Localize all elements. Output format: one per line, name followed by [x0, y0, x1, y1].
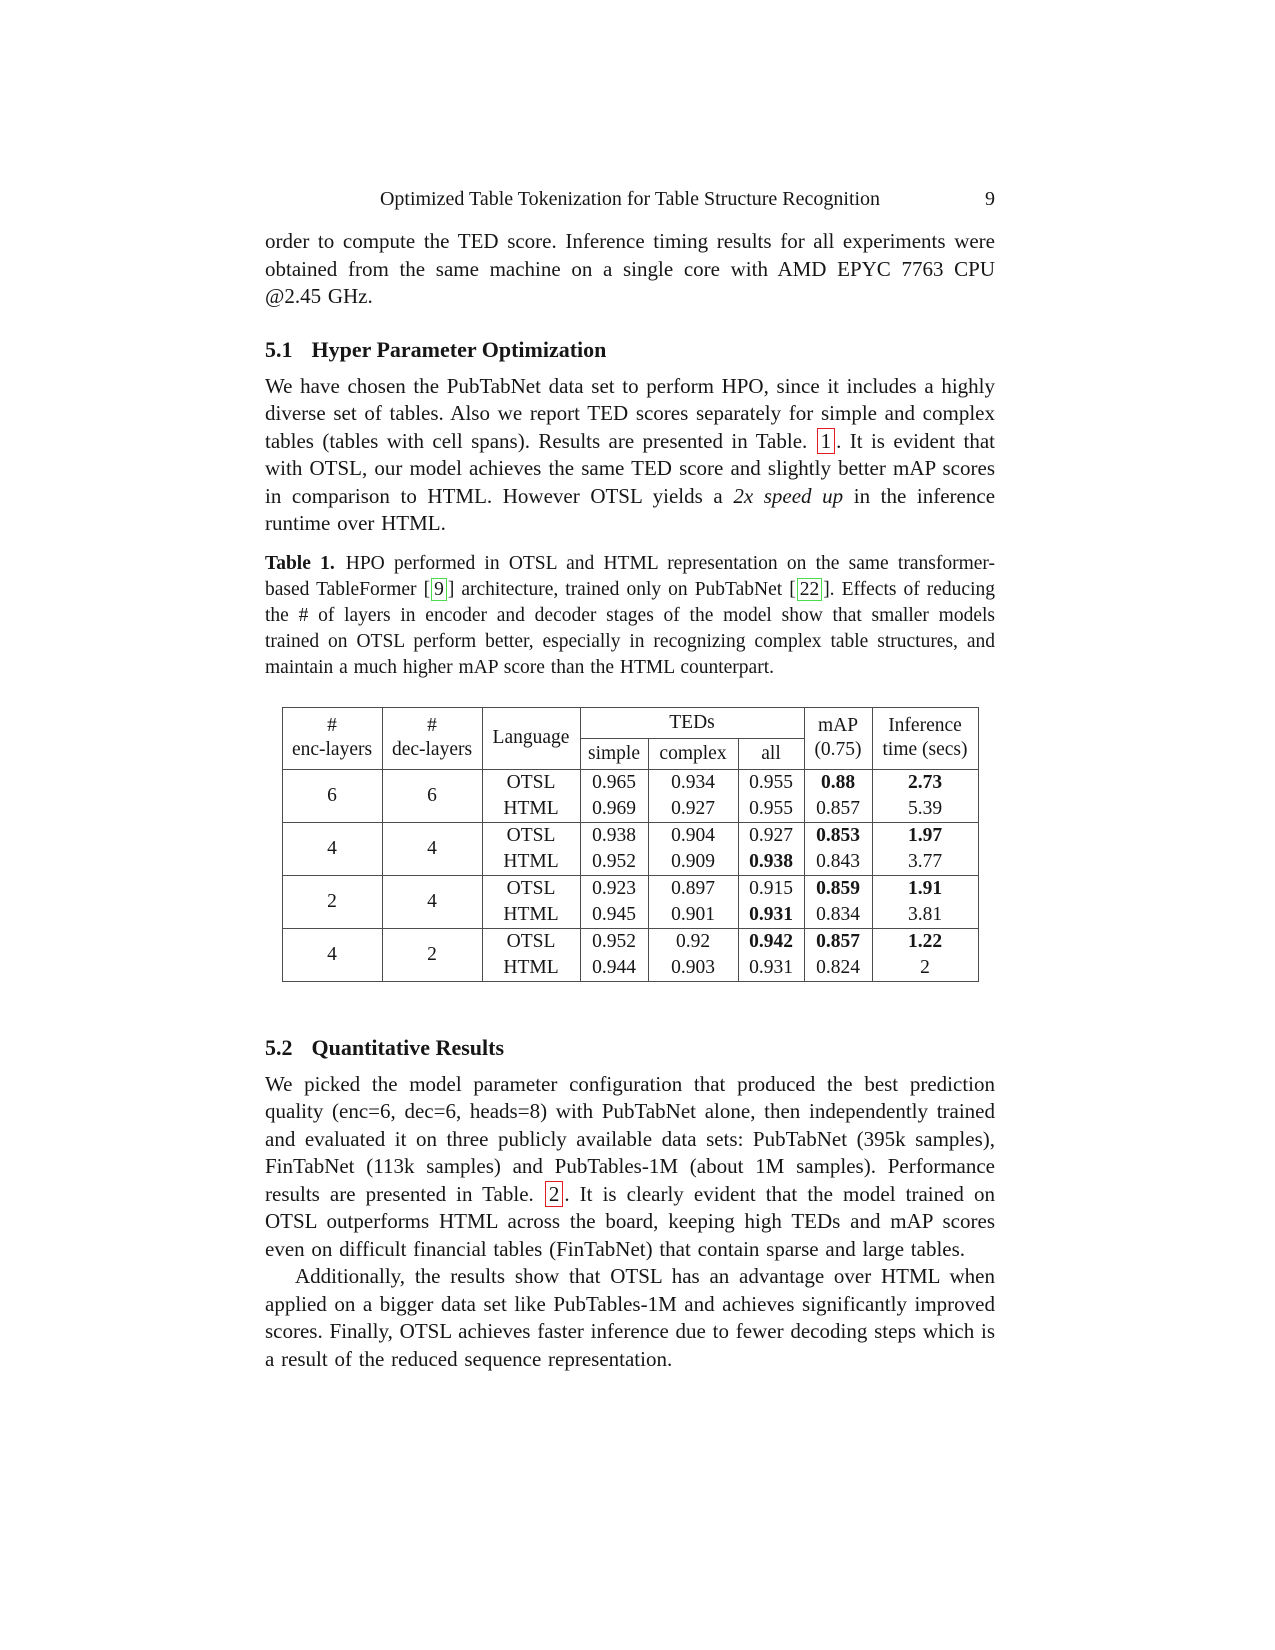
teds-simple-cell: 0.923: [580, 875, 648, 902]
teds-complex-cell: 0.903: [648, 955, 738, 982]
text-segment: . It is evident that with OTSL, our model achieves the same TED score and slightly better mAP scores in comparison to HTML. However OTSL yields a: [265, 428, 996, 508]
dec-layers-cell: 4: [382, 822, 482, 875]
paragraph-5-1: [265, 373, 995, 538]
dec-layers-cell: 6: [382, 769, 482, 822]
enc-layers-cell: 4: [282, 928, 382, 981]
section-title: Hyper Parameter Optimization: [311, 336, 607, 362]
text-segment: ] architecture, trained only on PubTabNet [: [447, 578, 796, 600]
teds-complex-cell: 0.934: [648, 769, 738, 796]
teds-complex-cell: 0.927: [648, 796, 738, 823]
col-header-map: mAP (0.75): [804, 707, 872, 769]
text-segment: Additionally, the results show that OTSL has an advantage over HTML when applied on a bigger data set like PubTables-1M and achieves significantly improved scores. Finally, OTSL achieves faster inference due to fewer decoding steps which is a result of the reduced sequence representation.: [265, 1264, 995, 1371]
emphasis-speed-up: 2x speed up: [733, 483, 844, 508]
running-header: [265, 186, 995, 212]
text-segment: ]. Effects of reducing the # of layers in encoder and decoder stages of the model show that smaller models trained on OTSL perform better, especially in recognizing complex table structures, and maintain a much higher mAP score than the HTML counterpart.: [265, 578, 995, 678]
col-header-dec-layers: # dec-layers: [382, 707, 482, 769]
teds-all-cell: 0.955: [738, 796, 804, 823]
teds-all-cell: 0.955: [738, 769, 804, 796]
teds-simple-cell: 0.965: [580, 769, 648, 796]
table-row-enc4-dec2-otsl: [282, 928, 978, 955]
teds-all-cell: 0.942: [738, 928, 804, 955]
table-row-enc4-dec4-otsl: [282, 822, 978, 849]
table-caption-label: Table 1.: [265, 552, 335, 574]
teds-complex-cell: 0.904: [648, 822, 738, 849]
inference-time-cell: 1.91: [872, 875, 978, 902]
col-header-teds-simple: simple: [580, 738, 648, 769]
table-2-ref-link[interactable]: 2: [545, 1181, 564, 1207]
teds-complex-cell: 0.897: [648, 875, 738, 902]
language-cell: OTSL: [482, 875, 580, 902]
text-segment: order to compute the TED score. Inference timing results for all experiments were obtained from the same machine on a single core with AMD EPYC 7763 CPU @2.45 GHz.: [265, 229, 995, 308]
page-content: [265, 0, 995, 1373]
col-header-teds-all: all: [738, 738, 804, 769]
inference-time-cell: 2: [872, 955, 978, 982]
language-cell: HTML: [482, 902, 580, 929]
inference-time-cell: 1.22: [872, 928, 978, 955]
section-number: 5.1: [265, 336, 293, 362]
running-header-title: Optimized Table Tokenization for Table Structure Recognition: [379, 188, 881, 210]
teds-complex-cell: 0.909: [648, 849, 738, 876]
dec-layers-cell: 4: [382, 875, 482, 928]
teds-simple-cell: 0.969: [580, 796, 648, 823]
teds-simple-cell: 0.945: [580, 902, 648, 929]
language-cell: OTSL: [482, 822, 580, 849]
inference-time-cell: 5.39: [872, 796, 978, 823]
teds-simple-cell: 0.952: [580, 849, 648, 876]
col-header-teds: TEDs: [580, 707, 804, 738]
col-header-enc-layers: # enc-layers: [282, 707, 382, 769]
citation-22-link[interactable]: 22: [797, 578, 823, 601]
map-cell: 0.834: [804, 902, 872, 929]
inference-time-cell: 2.73: [872, 769, 978, 796]
map-cell: 0.88: [804, 769, 872, 796]
col-header-inference-time: Inference time (secs): [872, 707, 978, 769]
teds-all-cell: 0.915: [738, 875, 804, 902]
language-cell: OTSL: [482, 928, 580, 955]
text-segment: [: [423, 578, 431, 600]
text-segment: HPO performed in OTSL and HTML representation on the same transformer-based TableFormer: [265, 552, 995, 600]
teds-complex-cell: 0.901: [648, 902, 738, 929]
paragraph-5-2-first: [265, 1071, 995, 1264]
language-cell: HTML: [482, 955, 580, 982]
language-cell: HTML: [482, 849, 580, 876]
paragraph-intro: [265, 228, 995, 311]
map-cell: 0.857: [804, 928, 872, 955]
inference-time-cell: 1.97: [872, 822, 978, 849]
map-cell: 0.853: [804, 822, 872, 849]
map-cell: 0.843: [804, 849, 872, 876]
text-segment: . It is clearly evident that the model trained on OTSL outperforms HTML across the board, keeping high TEDs and mAP scores even on difficult financial tables (FinTabNet) that contain sparse and large tables.: [265, 1181, 996, 1261]
table-row-enc2-dec4-otsl: [282, 875, 978, 902]
col-header-teds-complex: complex: [648, 738, 738, 769]
citation-9-link[interactable]: 9: [431, 578, 447, 601]
table-row-enc6-dec6-otsl: [282, 769, 978, 796]
teds-all-cell: 0.927: [738, 822, 804, 849]
paragraph-5-2-second: [265, 1263, 995, 1373]
text-segment: in the inference runtime over HTML.: [265, 483, 996, 535]
teds-all-cell: 0.931: [738, 955, 804, 982]
section-heading-5-2: [265, 1034, 995, 1062]
teds-all-cell: 0.938: [738, 849, 804, 876]
page-number: 9: [985, 188, 995, 210]
inference-time-cell: 3.77: [872, 849, 978, 876]
section-heading-5-1: [265, 336, 995, 364]
teds-simple-cell: 0.952: [580, 928, 648, 955]
text-segment: We picked the model parameter configuration that produced the best prediction quality (enc=6, dec=6, heads=8) with PubTabNet alone, then independently trained and evaluated it on three publicly available data sets: PubTabNet (395k samples), FinTabNet (113k samples) and PubTables-1M (about 1M samples). Performance results are presented in Table.: [265, 1071, 995, 1206]
inference-time-cell: 3.81: [872, 902, 978, 929]
map-cell: 0.859: [804, 875, 872, 902]
table-header-row-1: [282, 707, 978, 738]
hpo-results-table: [282, 707, 979, 982]
col-header-language: Language: [482, 707, 580, 769]
enc-layers-cell: 4: [282, 822, 382, 875]
enc-layers-cell: 6: [282, 769, 382, 822]
teds-all-cell: 0.931: [738, 902, 804, 929]
map-cell: 0.857: [804, 796, 872, 823]
enc-layers-cell: 2: [282, 875, 382, 928]
dec-layers-cell: 2: [382, 928, 482, 981]
language-cell: OTSL: [482, 769, 580, 796]
section-title: Quantitative Results: [311, 1034, 504, 1060]
table-1-ref-link[interactable]: 1: [817, 428, 836, 454]
section-number: 5.2: [265, 1034, 293, 1060]
table-1-caption: [265, 551, 995, 681]
text-segment: We have chosen the PubTabNet data set to perform HPO, since it includes a highly diverse set of tables. Also we report TED scores separately for simple and complex tables (tables with cell spans). Results are presented in Table.: [265, 373, 995, 453]
language-cell: HTML: [482, 796, 580, 823]
teds-simple-cell: 0.938: [580, 822, 648, 849]
teds-complex-cell: 0.92: [648, 928, 738, 955]
teds-simple-cell: 0.944: [580, 955, 648, 982]
map-cell: 0.824: [804, 955, 872, 982]
